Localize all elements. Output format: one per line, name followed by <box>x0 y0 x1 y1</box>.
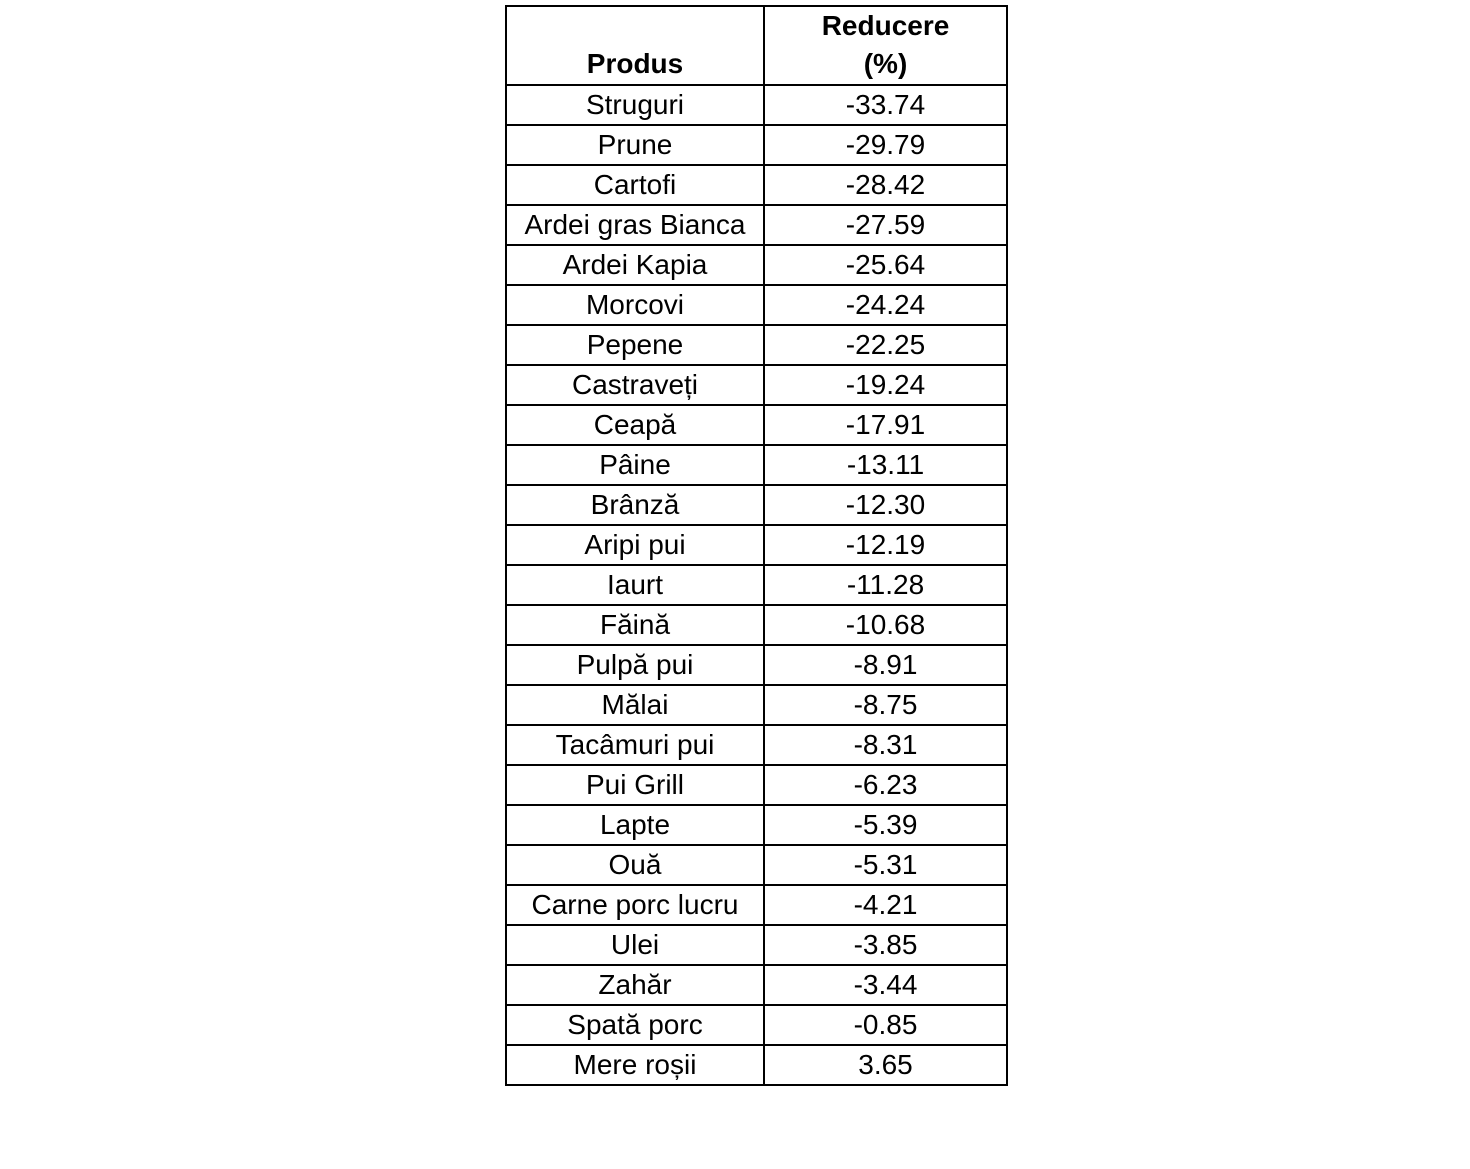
product-cell: Pulpă pui <box>506 645 764 685</box>
table-row <box>506 805 1007 845</box>
table-row <box>506 125 1007 165</box>
product-cell: Pepene <box>506 325 764 365</box>
discount-table <box>505 5 1008 1086</box>
discount-cell: -24.24 <box>764 285 1007 325</box>
discount-cell: -17.91 <box>764 405 1007 445</box>
product-cell: Făină <box>506 605 764 645</box>
table-row <box>506 445 1007 485</box>
table-row <box>506 1045 1007 1085</box>
table-row <box>506 925 1007 965</box>
table-row <box>506 85 1007 125</box>
discount-cell: -6.23 <box>764 765 1007 805</box>
product-cell: Mere roșii <box>506 1045 764 1085</box>
discount-cell: -8.91 <box>764 645 1007 685</box>
product-cell: Zahăr <box>506 965 764 1005</box>
table-row <box>506 565 1007 605</box>
product-cell: Iaurt <box>506 565 764 605</box>
discount-cell: -22.25 <box>764 325 1007 365</box>
discount-cell: -33.74 <box>764 85 1007 125</box>
discount-cell: -27.59 <box>764 205 1007 245</box>
product-cell: Ceapă <box>506 405 764 445</box>
table-row <box>506 885 1007 925</box>
discount-cell: -0.85 <box>764 1005 1007 1045</box>
discount-cell: 3.65 <box>764 1045 1007 1085</box>
table-row <box>506 165 1007 205</box>
product-cell: Ardei gras Bianca <box>506 205 764 245</box>
product-cell: Struguri <box>506 85 764 125</box>
discount-cell: -4.21 <box>764 885 1007 925</box>
table-row <box>506 965 1007 1005</box>
discount-cell: -28.42 <box>764 165 1007 205</box>
discount-cell: -25.64 <box>764 245 1007 285</box>
discount-cell: -5.39 <box>764 805 1007 845</box>
column-header-product: Produs <box>506 6 764 85</box>
product-cell: Ouă <box>506 845 764 885</box>
table-body <box>506 85 1007 1085</box>
product-cell: Carne porc lucru <box>506 885 764 925</box>
column-header-discount-line1: Reducere <box>821 10 950 41</box>
discount-cell: -12.30 <box>764 485 1007 525</box>
table-row <box>506 365 1007 405</box>
table-row <box>506 325 1007 365</box>
table-row <box>506 285 1007 325</box>
product-cell: Morcovi <box>506 285 764 325</box>
product-cell: Brânză <box>506 485 764 525</box>
discount-cell: -3.44 <box>764 965 1007 1005</box>
table-row <box>506 605 1007 645</box>
product-cell: Lapte <box>506 805 764 845</box>
table-row <box>506 765 1007 805</box>
column-header-discount-line2: (%) <box>863 48 908 79</box>
discount-cell: -8.75 <box>764 685 1007 725</box>
product-cell: Ardei Kapia <box>506 245 764 285</box>
product-cell: Cartofi <box>506 165 764 205</box>
discount-cell: -8.31 <box>764 725 1007 765</box>
product-cell: Pâine <box>506 445 764 485</box>
table-row <box>506 405 1007 445</box>
discount-cell: -10.68 <box>764 605 1007 645</box>
table-row <box>506 645 1007 685</box>
product-cell: Spată porc <box>506 1005 764 1045</box>
table-row <box>506 845 1007 885</box>
discount-cell: -12.19 <box>764 525 1007 565</box>
product-cell: Pui Grill <box>506 765 764 805</box>
table-row <box>506 525 1007 565</box>
table-row <box>506 245 1007 285</box>
column-header-discount <box>764 6 1007 85</box>
table-row <box>506 1005 1007 1045</box>
discount-cell: -19.24 <box>764 365 1007 405</box>
product-cell: Tacâmuri pui <box>506 725 764 765</box>
product-cell: Aripi pui <box>506 525 764 565</box>
table-row <box>506 725 1007 765</box>
product-cell: Castraveți <box>506 365 764 405</box>
table-row <box>506 685 1007 725</box>
discount-cell: -3.85 <box>764 925 1007 965</box>
discount-cell: -13.11 <box>764 445 1007 485</box>
table-header-row <box>506 6 1007 85</box>
discount-cell: -5.31 <box>764 845 1007 885</box>
product-cell: Ulei <box>506 925 764 965</box>
table-row <box>506 205 1007 245</box>
discount-cell: -29.79 <box>764 125 1007 165</box>
discount-cell: -11.28 <box>764 565 1007 605</box>
product-cell: Mălai <box>506 685 764 725</box>
table-row <box>506 485 1007 525</box>
product-cell: Prune <box>506 125 764 165</box>
